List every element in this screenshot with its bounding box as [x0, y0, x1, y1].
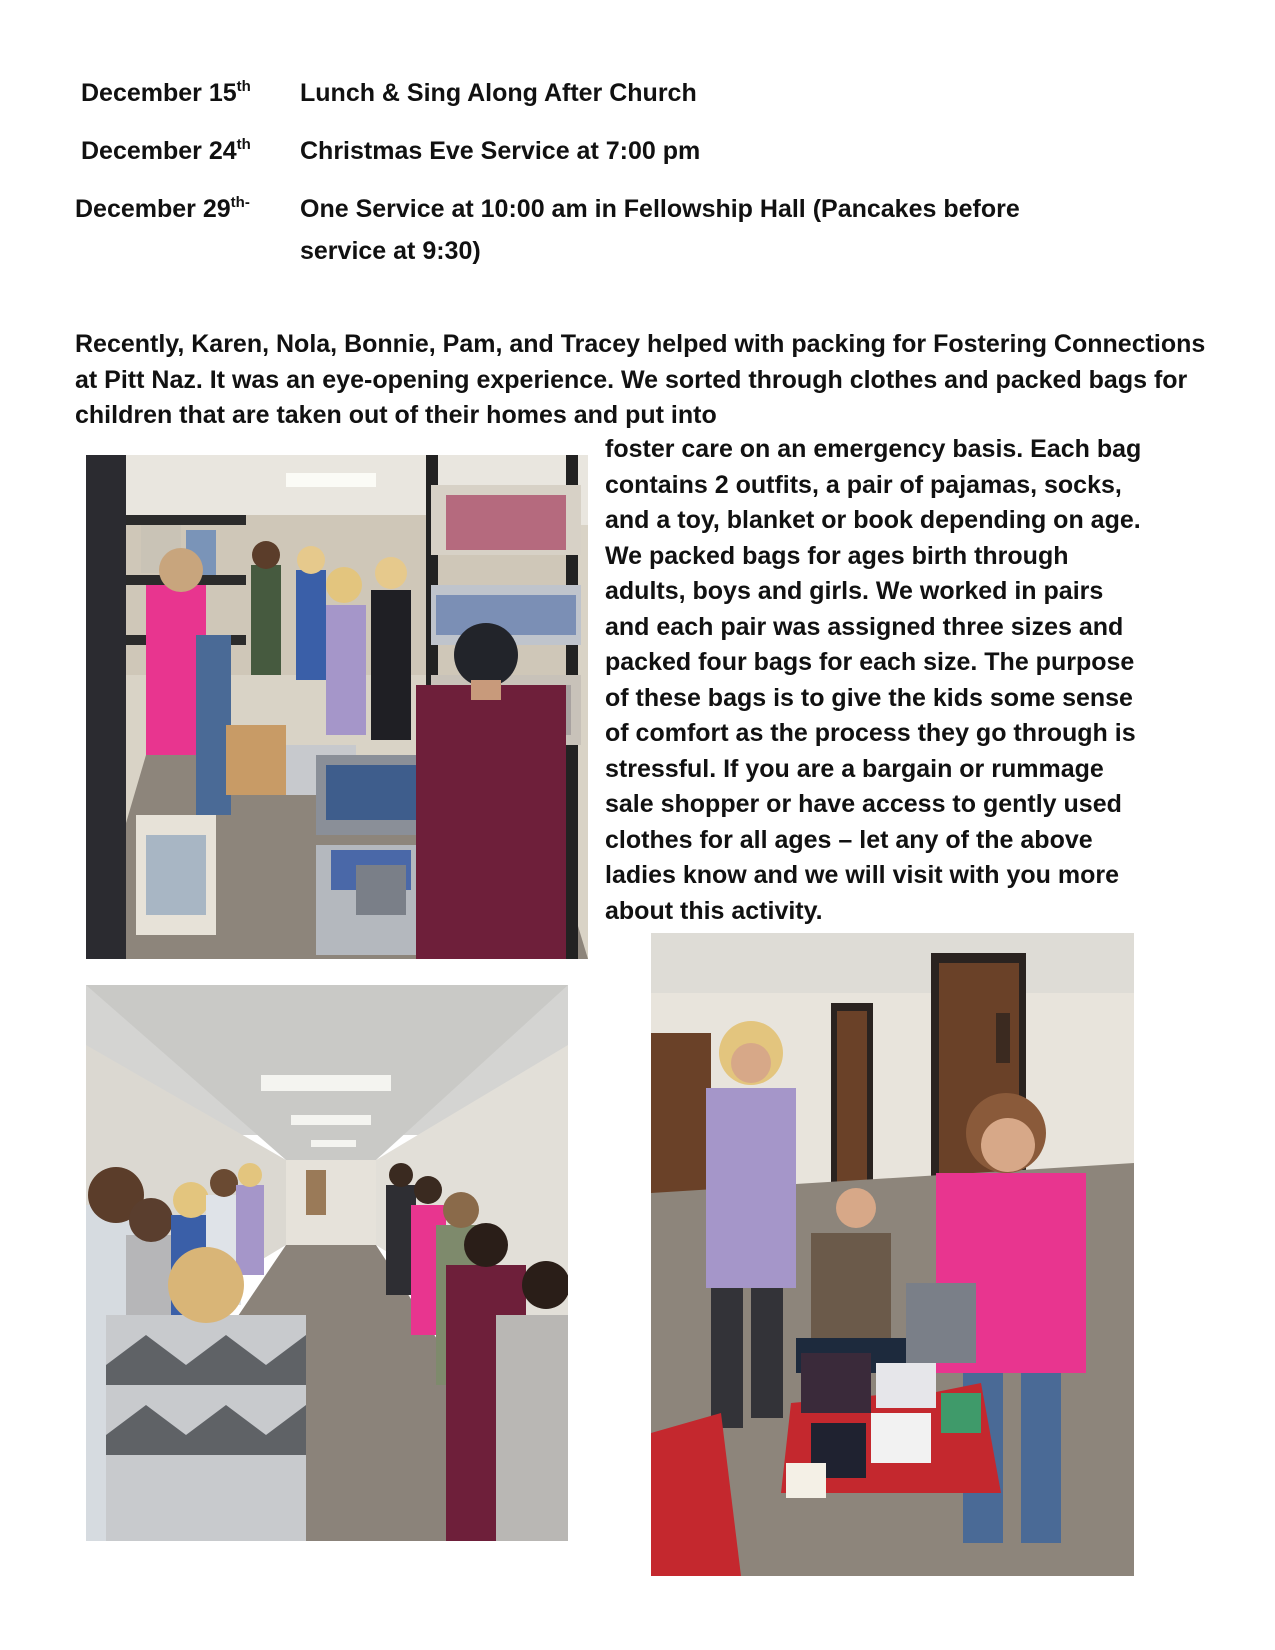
article-line: and a toy, blanket or book depending on age.: [605, 506, 1141, 534]
packing-room-photo: [86, 455, 588, 959]
article-line: of comfort as the process they go through is: [605, 719, 1136, 747]
article-line: stressful. If you are a bargain or rummage: [605, 754, 1104, 783]
event-description: Christmas Eve Service at 7:00 pm: [300, 137, 701, 165]
article-line: contains 2 outfits, a pair of pajamas, socks,: [605, 470, 1122, 499]
article-intro: Recently, Karen, Nola, Bonnie, Pam, and Tracey helped with packing for Fostering Connections at Pitt Naz. It was an eye-opening experience. We sorted through clothes and packed bags for children that are taken out of their homes and put into: [75, 330, 1206, 429]
article-line: about this activity.: [605, 896, 823, 925]
article-line: foster care on an emergency basis. Each bag: [605, 435, 1142, 463]
date-suffix: th: [236, 136, 251, 153]
date-suffix: th-: [230, 194, 250, 211]
article-line: of these bags is to give the kids some sense: [605, 683, 1133, 712]
article-line: sale shopper or have access to gently used: [605, 790, 1122, 818]
volunteers-photo: [651, 933, 1134, 1576]
article-line: We packed bags for ages birth through: [605, 541, 1069, 570]
article-line: packed four bags for each size. The purpose: [605, 648, 1135, 676]
event-description: One Service at 10:00 am in Fellowship Hall (Pancakes before service at 9:30): [300, 195, 1020, 265]
hallway-photo: [86, 985, 568, 1541]
event-description: Lunch & Sing Along After Church: [300, 79, 697, 107]
event-date: December 15th: [81, 78, 251, 107]
article-line: and each pair was assigned three sizes and: [605, 612, 1124, 641]
article-line: adults, boys and girls. We worked in pairs: [605, 577, 1104, 605]
date-suffix: th: [236, 78, 251, 95]
article-line: clothes for all ages – let any of the above: [605, 825, 1093, 854]
article-line: ladies know and we will visit with you more: [605, 861, 1120, 889]
article-body: [605, 432, 1205, 929]
event-date: December 24th: [81, 136, 251, 165]
event-date: December $29^{th-}$: [75, 194, 250, 223]
